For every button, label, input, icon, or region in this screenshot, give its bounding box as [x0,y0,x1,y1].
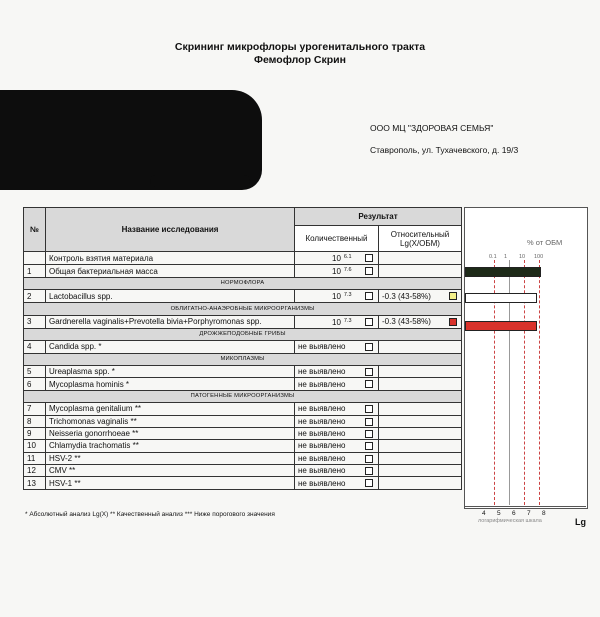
qty-text: не выявлено [298,379,346,389]
chart-bar [465,267,541,277]
row-name: Mycoplasma genitalium ** [46,403,295,415]
section-row [24,390,462,402]
row-checkbox [365,380,373,388]
row-num: 11 [24,452,46,464]
row-checkbox [365,368,373,376]
row-name: Lactobacillus spp. [46,290,295,303]
org-name: ООО МЦ "ЗДОРОВАЯ СЕМЬЯ" [370,123,494,133]
grid-line [539,260,540,505]
chart-bar [465,293,537,303]
qty-base: 10 [332,267,341,276]
row-name: HSV-2 ** [46,452,295,464]
row-name: Общая бактериальная масса [46,265,295,278]
report-title: Скрининг микрофлоры урогенитального тракта [174,41,426,53]
table-row [24,427,462,439]
row-num: 3 [24,315,46,328]
lg-chart [464,207,588,509]
row-name: HSV-1 ** [46,477,295,489]
table-row [24,403,462,415]
row-num: 4 [24,341,46,353]
table-row [24,378,462,390]
col-num-header: № [24,208,46,252]
section-label: ДРОЖЖЕПОДОБНЫЕ ГРИБЫ [24,328,462,340]
x-caption: логарифмическая шкала [478,518,542,524]
color-marker [449,292,457,300]
col-rel-header: Относительный Lg(X/ОБМ) [379,226,462,252]
qty-text: не выявлено [298,429,346,439]
row-num: 13 [24,477,46,489]
row-num: 6 [24,378,46,390]
section-label: МИКОПЛАЗМЫ [24,353,462,365]
row-checkbox [365,267,373,275]
qty-base: 10 [332,254,341,263]
pct-tick: 100 [534,254,544,260]
section-row [24,303,462,315]
row-name: Trichomonas vaginalis ** [46,415,295,427]
table-row [24,365,462,377]
qty-base: 10 [332,317,341,327]
footnote: * Абсолютный анализ Lg(X) ** Качественный анализ *** Ниже порогового значения [25,511,275,518]
col-qty-header: Количественный [295,226,379,252]
table-row [24,465,462,477]
row-num: 8 [24,415,46,427]
control-row [24,252,462,265]
row-checkbox [365,318,373,326]
row-num: 10 [24,440,46,452]
pct-tick: 10 [519,254,526,260]
table-row [24,290,462,303]
section-label: ПАТОГЕННЫЕ МИКРООРГАНИЗМЫ [24,390,462,402]
row-name: Candida spp. * [46,341,295,353]
row-checkbox [365,405,373,413]
row-name: Mycoplasma hominis * [46,378,295,390]
row-num: 7 [24,403,46,415]
qty-exp: 7.3 [343,317,352,324]
row-checkbox [365,455,373,463]
row-checkbox [365,442,373,450]
qty-exp: 7.3 [343,292,352,299]
qty-exp: 6.1 [343,254,352,260]
qty-exp: 7.6 [343,267,352,273]
report-subtitle: Фемофлор Скрин [254,54,346,66]
qty-text: не выявлено [298,342,346,352]
qty-text: не выявлено [298,416,346,426]
x-unit: Lg [575,517,586,527]
row-num: 5 [24,365,46,377]
section-row [24,353,462,365]
row-checkbox [365,418,373,426]
row-name: Chlamydia trachomatis ** [46,440,295,452]
color-marker [449,318,457,326]
qty-text: не выявлено [298,453,346,463]
pct-tick: 0.1 [489,254,497,260]
col-result-header: Результат [295,208,462,226]
qty-text: не выявлено [298,404,346,414]
row-num: 12 [24,465,46,477]
section-label: НОРМОФЛОРА [24,278,462,290]
section-row [24,328,462,340]
row-name: CMV ** [46,465,295,477]
table-row [24,452,462,464]
qty-text: не выявлено [298,441,346,451]
table-row [24,315,462,328]
redacted-patient-info-tail [150,175,250,187]
rel-value: -0.3 (43-58%) [382,291,431,301]
pct-label: % от ОБМ [527,238,563,247]
results-table [23,207,462,490]
qty-base: 10 [332,292,341,302]
row-name: Neisseria gonorrhoeae ** [46,427,295,439]
row-name: Ureaplasma spp. * [46,365,295,377]
row-num: 2 [24,290,46,303]
qty-text: не выявлено [298,478,346,488]
section-label: ОБЛИГАТНО-АНАЭРОБНЫЕ МИКРООРГАНИЗМЫ [24,303,462,315]
org-address: Ставрополь, ул. Тухачевского, д. 19/3 [370,145,519,155]
qty-text: не выявлено [298,466,346,476]
row-checkbox [365,467,373,475]
row-checkbox [365,479,373,487]
row-name: Gardnerella vaginalis+Prevotella bivia+Porphyromonas spp. [46,315,295,328]
rel-value: -0.3 (43-58%) [382,317,431,327]
row-checkbox [365,292,373,300]
x-tick: 7 [527,510,531,517]
row-checkbox [365,254,373,262]
section-row [24,278,462,290]
row-checkbox [365,430,373,438]
table-row [24,440,462,452]
row-name: Контроль взятия материала [46,252,295,265]
table-row [24,415,462,427]
row-num: 1 [24,265,46,278]
table-row [24,341,462,353]
chart-x-axis [464,506,586,507]
x-tick: 5 [497,510,501,517]
table-row [24,477,462,489]
x-tick: 8 [542,510,546,517]
pct-tick: 1 [504,254,508,260]
row-checkbox [365,343,373,351]
qty-text: не выявлено [298,367,346,377]
chart-bar [465,321,537,331]
col-name-header: Название исследования [46,208,295,252]
x-tick: 6 [512,510,516,517]
row-num: 9 [24,427,46,439]
table-row [24,265,462,278]
x-tick: 4 [482,510,486,517]
